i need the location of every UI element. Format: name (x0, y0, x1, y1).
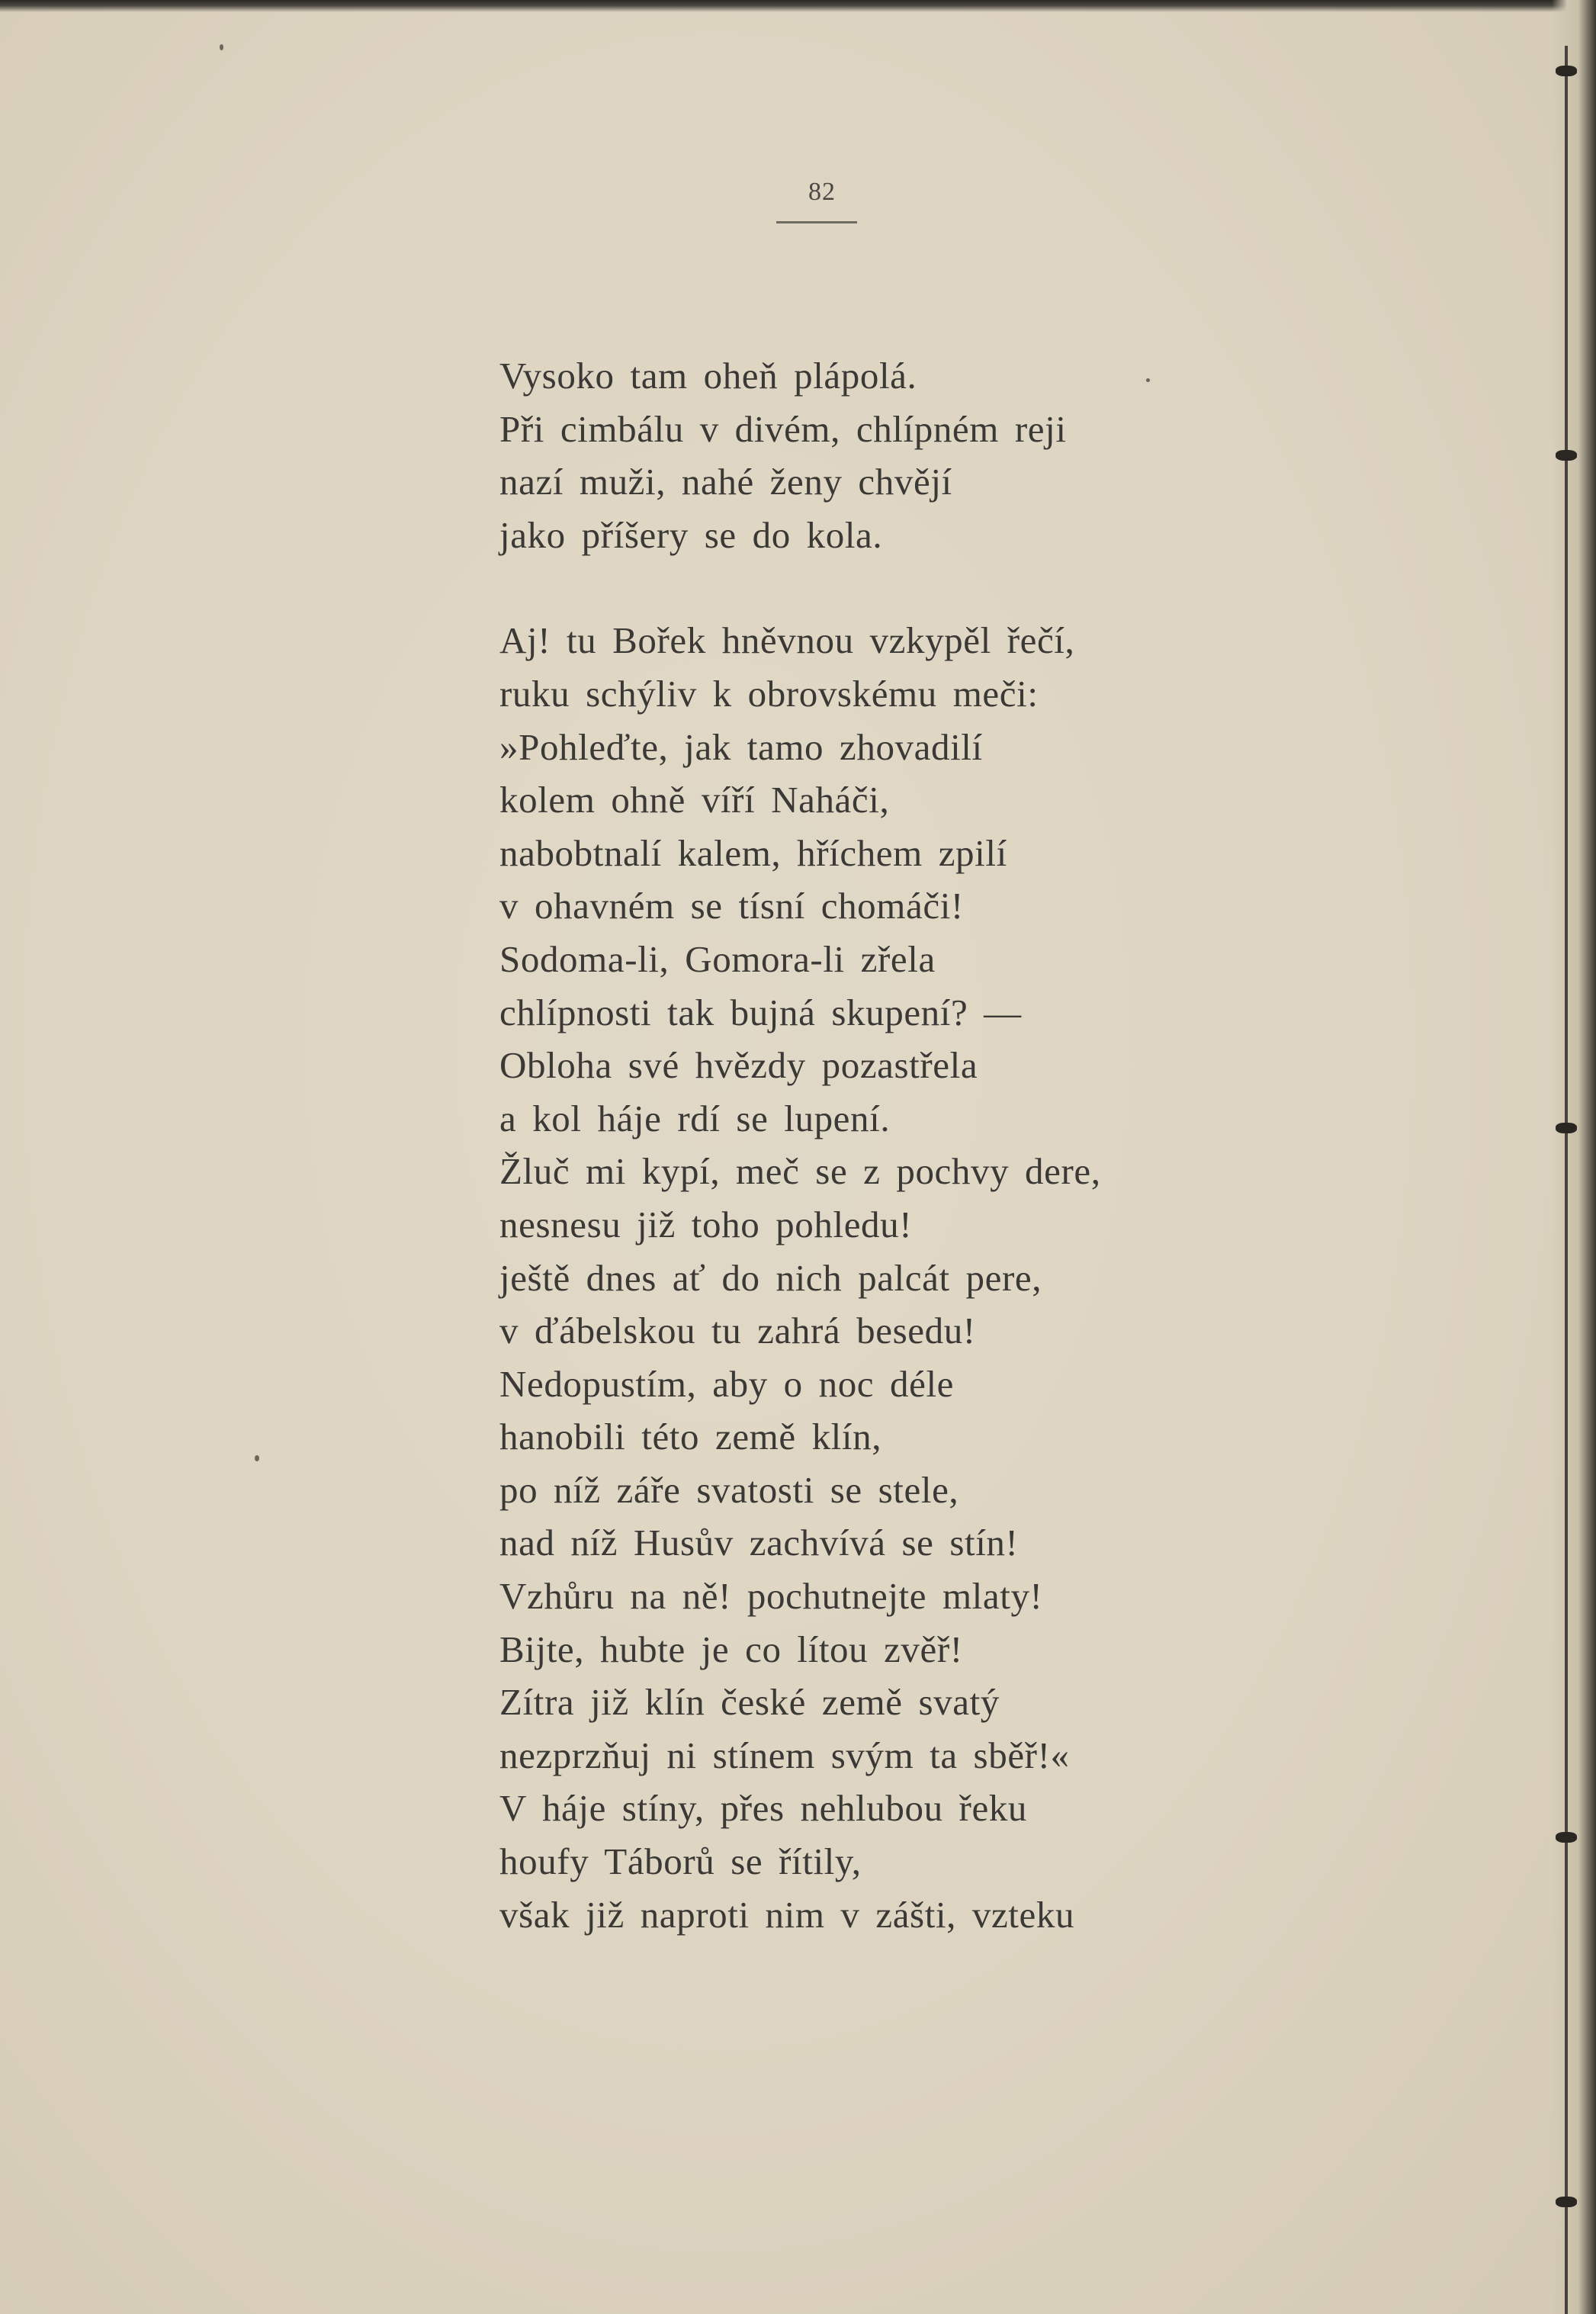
poem-line: Bijte, hubte je co lítou zvěř! (499, 1628, 963, 1670)
poem-line: nesnesu již toho pohledu! (499, 1203, 913, 1245)
poem-line: Vzhůru na ně! pochutnejte mlaty! (499, 1575, 1043, 1618)
poem-line: v ďábelskou tu zahrá besedu! (499, 1310, 976, 1352)
poem-text (499, 349, 1277, 1941)
stanza-2 (499, 614, 1277, 1941)
binding-mark (1556, 1832, 1577, 1843)
poem-line: po níž záře svatosti se stele, (499, 1468, 959, 1511)
poem-line: nazí muži, nahé ženy chvějí (499, 461, 952, 503)
poem-line: hanobili této země klín, (499, 1416, 882, 1458)
poem-line: nabobtnalí kalem, hříchem zpilí (499, 831, 1007, 874)
poem-line: chlípnosti tak bujná skupení? — (499, 991, 1022, 1033)
binding-mark (1556, 450, 1577, 461)
poem-line: však již naproti nim v zášti, vzteku (499, 1893, 1075, 1936)
poem-line: Žluč mi kypí, meč se z pochvy dere, (499, 1150, 1101, 1193)
poem-line: V háje stíny, přes nehlubou řeku (499, 1787, 1027, 1830)
paper-speck (255, 1455, 259, 1461)
poem-line: nad níž Husův zachvívá se stín! (499, 1522, 1019, 1564)
page-number-rule (776, 221, 857, 223)
poem-line: houfy Táborů se řítily, (499, 1840, 862, 1883)
poem-line: Nedopustím, aby o noc déle (499, 1362, 955, 1405)
binding-mark (1556, 2197, 1577, 2207)
poem-line: Zítra již klín české země svatý (499, 1681, 1000, 1724)
poem-line: jako příšery se do kola. (499, 513, 883, 556)
poem-line: nezprzňuj ni stínem svým ta sběř!« (499, 1734, 1070, 1776)
poem-line: Při cimbálu v divém, chlípném reji (499, 407, 1067, 450)
page-number: 82 (808, 178, 836, 206)
poem-line: Aj! tu Bořek hněvnou vzkypěl řečí, (499, 619, 1075, 662)
binding-mark (1556, 1123, 1577, 1133)
poem-line: ještě dnes ať do nich palcát pere, (499, 1256, 1042, 1299)
scan-binding-edge (1552, 0, 1596, 2314)
paper-speck (220, 44, 223, 50)
scan-top-edge (0, 0, 1596, 12)
binding-mark (1556, 66, 1577, 76)
poem-line: ruku schýliv k obrovskému meči: (499, 672, 1039, 715)
poem-line: Vysoko tam oheň plápolá. (499, 355, 917, 397)
poem-line: Sodoma-li, Gomora-li zřela (499, 937, 936, 980)
stanza-break (499, 561, 1277, 614)
poem-line: Obloha své hvězdy pozastřela (499, 1044, 978, 1087)
poem-line: kolem ohně víří Naháči, (499, 779, 890, 821)
binding-line (1565, 46, 1568, 2314)
poem-line: »Pohleďte, jak tamo zhovadilí (499, 725, 983, 768)
stanza-1 (499, 349, 1277, 561)
poem-line: a kol háje rdí se lupení. (499, 1097, 891, 1139)
poem-line: v ohavném se tísní chomáči! (499, 885, 964, 927)
